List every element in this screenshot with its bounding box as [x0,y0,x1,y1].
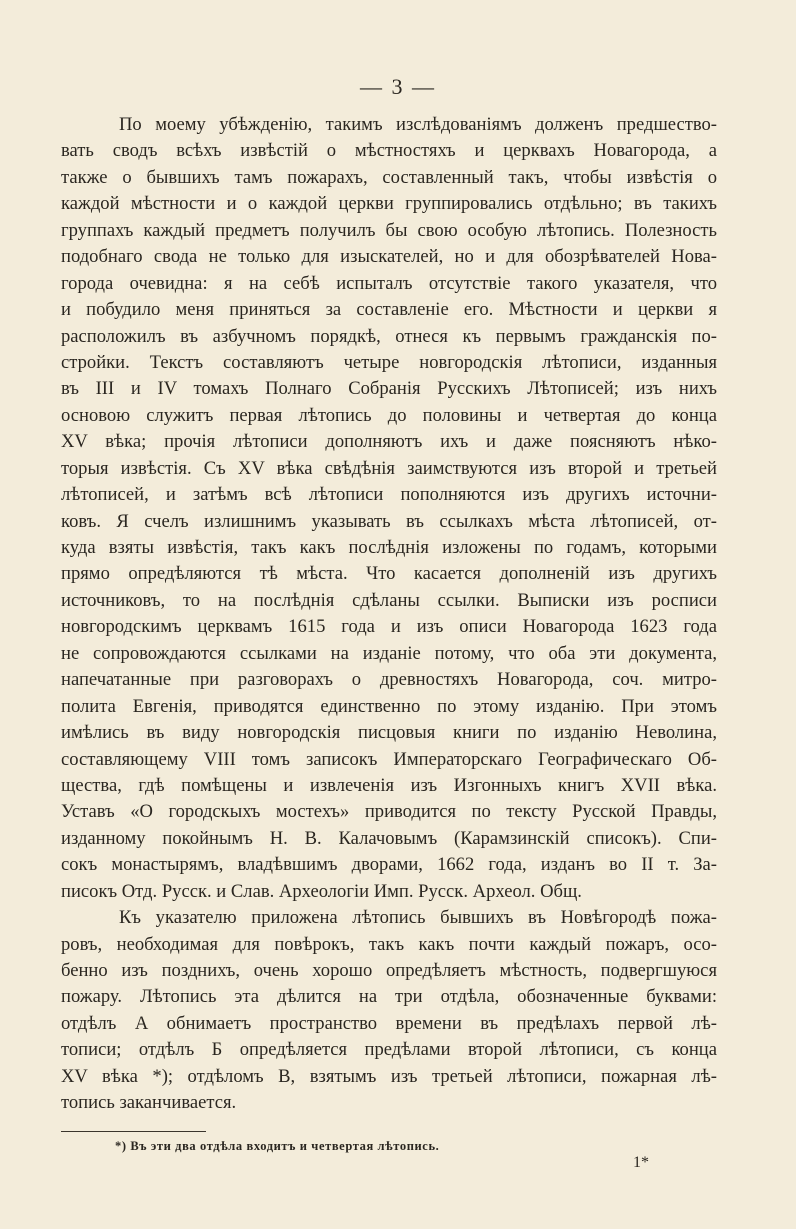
text-line: ковъ. Я счелъ излишнимъ указывать въ ссылкахъ мѣста лѣтописей, от- [61,510,717,532]
text-line: XV вѣка; прочія лѣтописи дополняютъ ихъ и даже поясняютъ нѣко- [61,431,717,453]
text-line: куда взяты извѣстія, такъ какъ послѣднія изложены по годамъ, которыми [61,537,717,558]
text-line: группахъ каждый предметъ получилъ бы свою особую лѣтопись. Полезность [61,219,717,241]
footnote-divider [61,1131,206,1132]
text-line: изданному покойнымъ Н. В. Калачовымъ (Карамзинскій списокъ). Спи- [61,827,717,849]
text-line: имѣлись въ виду новгородскія писцовыя книги по изданію Неволина, [61,722,717,744]
text-line: сокъ монастырямъ, владѣвшимъ дворами, 1662 года, изданъ во II т. За- [61,854,717,876]
text-line: составляющему VIII томъ записокъ Императорскаго Географическаго Об- [61,748,717,770]
body-text [61,112,717,1117]
text-line: Къ указателю приложена лѣтопись бывшихъ въ Новѣгородѣ пожа- [119,907,717,929]
text-line: пожару. Лѣтопись эта дѣлится на три отдѣла, обозначенные буквами: [61,986,717,1008]
text-line: писокъ Отд. Русск. и Слав. Археологіи Имп. Русск. Археол. Общ. [61,880,582,902]
text-line: По моему убѣжденію, такимъ изслѣдованіямъ долженъ предшество- [119,114,717,135]
text-line: бенно изъ позднихъ, очень хорошо опредѣляетъ мѣстность, подвергшуюся [61,960,717,981]
text-line: стройки. Текстъ составляютъ четыре новгородскія лѣтописи, изданныя [61,351,717,373]
text-line: торыя извѣстія. Съ XV вѣка свѣдѣнія заимствуются изъ второй и третьей [61,457,717,479]
text-line: прямо опредѣляются тѣ мѣста. Что касается дополненій изъ другихъ [61,563,717,585]
text-line: XV вѣка *); отдѣломъ В, взятымъ изъ третьей лѣтописи, пожарная лѣ- [61,1065,717,1087]
text-line: полита Евгенія, приводятся единственно по этому изданію. При этомъ [61,695,717,717]
text-line: также о бывшихъ тамъ пожарахъ, составленный такъ, чтобы извѣстія о [61,166,717,188]
text-line: каждой мѣстности и о каждой церкви группировались отдѣльно; въ такихъ [61,193,717,215]
text-line: Уставъ «О городскыхъ мостехъ» приводится по тексту Русской Правды, [61,801,717,823]
text-line: въ III и IV томахъ Полнаго Собранія Русскихъ Лѣтописей; изъ нихъ [61,378,717,400]
text-line: щества, гдѣ помѣщены и извлеченія изъ Изгонныхъ книгъ XVII вѣка. [61,774,717,796]
text-line: тописи; отдѣлъ Б опредѣляется предѣлами второй лѣтописи, съ конца [61,1039,717,1061]
signature-mark: 1* [633,1154,649,1171]
text-line: не сопровождаются ссылками на изданіе потому, что оба эти документа, [61,642,717,664]
text-line: лѣтописей, и затѣмъ всѣ лѣтописи пополняются изъ другихъ источни- [61,484,717,506]
text-line: вать сводъ всѣхъ извѣстій о мѣстностяхъ и церквахъ Новагорода, а [61,140,717,162]
text-line: ровъ, необходимая для повѣрокъ, такъ какъ почти каждый пожаръ, осо- [61,933,717,955]
text-line: основою служитъ первая лѣтопись до половины и четвертая до конца [61,404,717,426]
text-line: подобнаго свода не только для изыскателей, но и для обозрѣвателей Нова- [61,246,717,268]
text-line: топись заканчивается. [61,1092,237,1114]
text-line: города очевидна: я на себѣ испыталъ отсутствіе такого указателя, что [61,272,717,294]
page-number: — 3 — [360,74,436,99]
text-line: расположилъ въ азбучномъ порядкѣ, отнеся къ первымъ гражданскія по- [61,325,717,347]
text-line: источниковъ, то на послѣднія сдѣланы ссылки. Выписки изъ росписи [61,589,717,611]
text-line: отдѣлъ А обнимаетъ пространство времени въ предѣлахъ первой лѣ- [61,1012,717,1034]
text-line: и побудило меня приняться за составленіе его. Мѣстности и церкви я [61,299,717,321]
text-line: напечатанные при разговорахъ о древностяхъ Новагорода, соч. митро- [61,669,717,691]
text-line: новгородскимъ церквамъ 1615 года и изъ описи Новагорода 1623 года [61,616,717,638]
footnote: *) Въ эти два отдѣла входитъ и четвертая лѣтопись. [115,1139,440,1153]
